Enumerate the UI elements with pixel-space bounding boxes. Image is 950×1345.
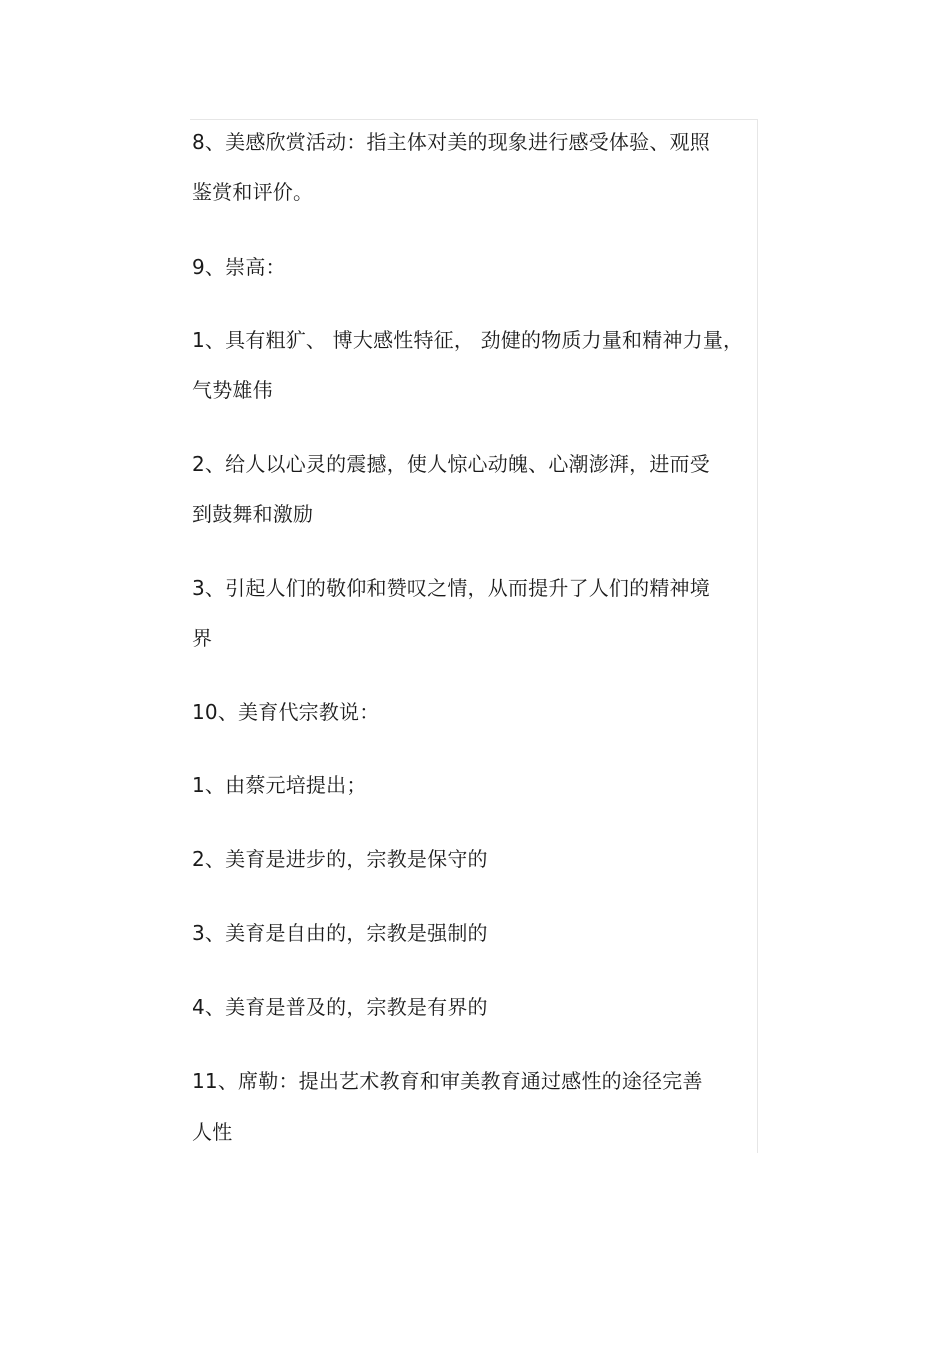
definition-8-line-1: 8、美感欣赏活动：指主体对美的现象进行感受体验、观照 [192, 130, 710, 154]
sublime-point-3-line-1: 3、引起人们的敬仰和赞叹之情，从而提升了人们的精神境 [192, 576, 710, 600]
definition-8-line-2: 鉴赏和评价。 [192, 180, 314, 204]
definition-11-line-1: 11、席勒：提出艺术教育和审美教育通过感性的途径完善 [192, 1069, 703, 1093]
sublime-point-1-line-2: 气势雄伟 [192, 378, 273, 402]
aesthetic-education-point-2: 2、美育是进步的，宗教是保守的 [192, 847, 488, 871]
aesthetic-education-point-4: 4、美育是普及的，宗教是有界的 [192, 995, 488, 1019]
sublime-point-2-line-2: 到鼓舞和激励 [192, 502, 314, 526]
aesthetic-education-point-3: 3、美育是自由的，宗教是强制的 [192, 921, 488, 945]
definition-11-line-2: 人性 [192, 1120, 233, 1144]
aesthetic-education-point-1: 1、由蔡元培提出； [192, 773, 367, 797]
sublime-point-1-line-1: 1、具有粗犷、 博大感性特征， 劲健的物质力量和精神力量， [192, 328, 744, 352]
sublime-point-2-line-1: 2、给人以心灵的震撼，使人惊心动魄、心潮澎湃，进而受 [192, 452, 710, 476]
heading-9: 9、崇高： [192, 255, 286, 279]
sublime-point-3-line-2: 界 [192, 626, 213, 650]
heading-10: 10、美育代宗教说： [192, 700, 380, 724]
